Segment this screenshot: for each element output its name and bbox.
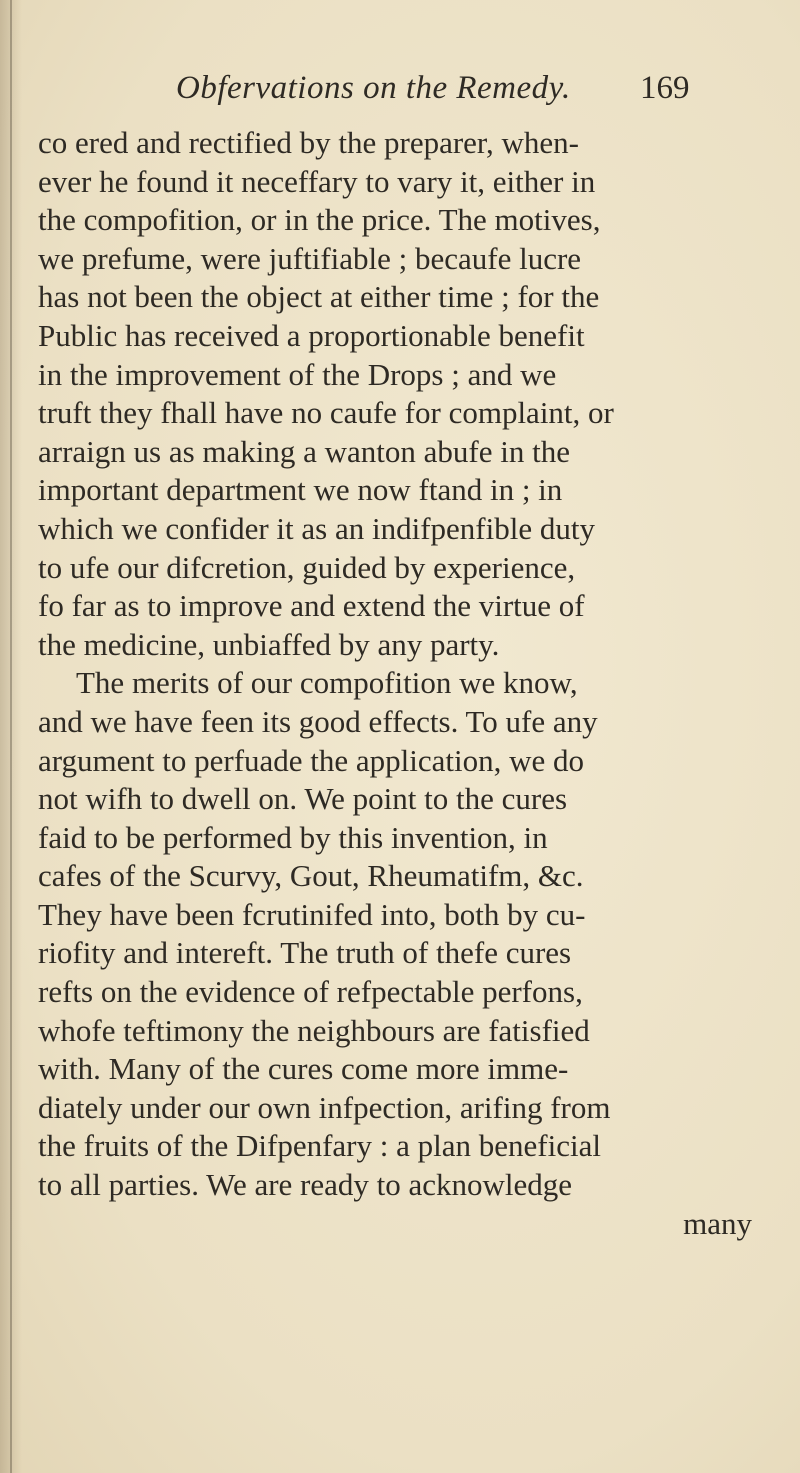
text-line: the fruits of the Difpenfary : a plan beneficial: [38, 1128, 601, 1164]
text-line: important department we now ftand in ; in: [38, 472, 563, 508]
text-line: with. Many of the cures come more imme-: [38, 1051, 569, 1087]
text-line: has not been the object at either time ; for the: [38, 279, 600, 315]
catchword: many: [683, 1205, 752, 1241]
page-header: [176, 70, 690, 114]
text-line: refts on the evidence of refpectable perfons,: [38, 974, 583, 1010]
text-line: truft they fhall have no caufe for complaint, or: [38, 395, 614, 431]
text-line: which we confider it as an indifpenfible duty: [38, 510, 595, 546]
text-line: argument to perfuade the application, we do: [38, 742, 585, 778]
text-line: The merits of our compofition we know,: [76, 665, 578, 701]
text-line: we prefume, were juftifiable ; becaufe lucre: [38, 240, 582, 276]
text-line: faid to be performed by this invention, in: [38, 819, 548, 855]
text-line: riofity and intereft. The truth of thefe cures: [38, 935, 572, 971]
text-line: to ufe our difcretion, guided by experience,: [38, 549, 576, 585]
text-line: the medicine, unbiaffed by any party.: [38, 626, 500, 662]
text-line: not wifh to dwell on. We point to the cures: [38, 781, 568, 817]
text-line: fo far as to improve and extend the virtue of: [38, 588, 585, 624]
text-line: ever he found it neceffary to vary it, either in: [38, 163, 596, 199]
text-line: and we have feen its good effects. To ufe any: [38, 703, 598, 739]
page-number: 169: [640, 70, 690, 106]
text-line: whofe teftimony the neighbours are fatisfied: [38, 1012, 590, 1048]
text-line: cafes of the Scurvy, Gout, Rheumatifm, &c.: [38, 858, 584, 894]
binding-gutter: [10, 0, 12, 1473]
text-line: to all parties. We are ready to acknowledge: [38, 1167, 573, 1203]
text-line: the compofition, or in the price. The motives,: [38, 202, 601, 238]
running-title: Obfervations on the Remedy.: [176, 70, 571, 106]
text-line: arraign us as making a wanton abufe in the: [38, 433, 570, 469]
text-line: in the improvement of the Drops ; and we: [38, 356, 557, 392]
body-text: [38, 124, 758, 1384]
text-line: co ered and rectified by the preparer, when-: [38, 125, 579, 160]
text-line: diately under our own infpection, arifing from: [38, 1089, 611, 1125]
text-line: They have been fcrutinifed into, both by cu-: [38, 896, 586, 932]
text-line: Public has received a proportionable benefit: [38, 317, 585, 353]
